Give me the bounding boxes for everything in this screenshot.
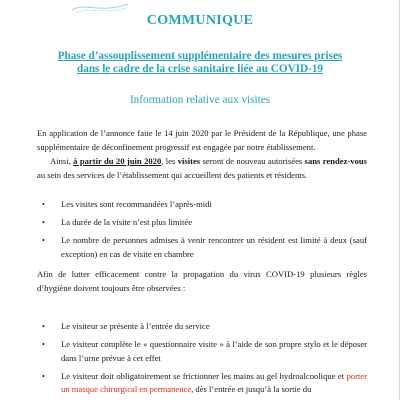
p2-text-4: au sein des services de l’établissement qui accueillent des patients et résidents. (37, 169, 308, 180)
subtitle-line-2: dans le cadre de la crise sanitaire liée au COVID-19 (77, 63, 323, 75)
list-item (37, 370, 367, 397)
list-item-text: Les visites sont recommandées l’après-midi (61, 199, 212, 209)
bullet-icon: • (42, 217, 45, 227)
p2-visits: visites (177, 156, 201, 166)
bullet-icon: • (42, 371, 45, 381)
p2-text-3: seront de nouveau autorisées (200, 156, 305, 166)
paragraph-hygiene: Afin de lutter efficacement contre la propagation du virus COVID-19 plusieurs règles d’hygiène doivent toujours être observées : (37, 269, 367, 293)
paragraph-announcement: En application de l’annonce faite le 14 juin 2020 par le Président de la République, une phase supplémentaire de déconfinement progressif est engagée par notre établissement. (37, 128, 367, 152)
bullet-icon: • (42, 322, 45, 331)
communique-title: COMMUNIQUE (146, 13, 254, 28)
bullet-icon: • (42, 200, 45, 209)
list-item (37, 198, 367, 212)
list-item (37, 234, 367, 261)
bullet-icon: • (42, 235, 45, 245)
list-item (37, 320, 367, 334)
p2-text-1: Ainsi, (50, 156, 74, 166)
list-item-text: Le visiteur complète le « questionnaire visite » à l’aide de son propre stylo et le déposer dans l’urne prévue à cet effet (61, 338, 367, 363)
paragraph-visits (37, 155, 367, 182)
info-heading: Information relative aux visites (129, 94, 271, 106)
list-item (37, 338, 367, 365)
list-item-text: Le nombre de personnes admises à venir rencontrer un résident est limité à deux (sauf exception) en cas de visite en chambre (61, 234, 367, 259)
subtitle-line-1: Phase d’assouplissement supplémentaire des mesures prises (57, 50, 343, 62)
p2-no-appointment: sans rendez-vous (304, 156, 367, 166)
visit-rules-list (37, 198, 367, 266)
list-item-text-1: Le visiteur doit obligatoirement se frictionner les mains au gel hydroalcoolique et (61, 370, 347, 381)
list-item-text: Le visiteur se présente à l’entrée du service (61, 321, 210, 331)
hygiene-rules-list (37, 320, 367, 400)
bullet-icon: • (42, 339, 45, 349)
list-item-text-2: , dès l’entrée et jusqu’à la sortie du (191, 384, 312, 395)
communique-subtitle (30, 50, 370, 76)
p2-date: à partir du 20 juin 2020 (73, 156, 162, 166)
list-item-text: La durée de la visite n’est plus limitée (61, 216, 193, 227)
list-item (37, 216, 367, 230)
p2-text-2: , les (161, 156, 178, 166)
mask-requirement: porter un masque chirurgical en permanence (61, 370, 367, 395)
